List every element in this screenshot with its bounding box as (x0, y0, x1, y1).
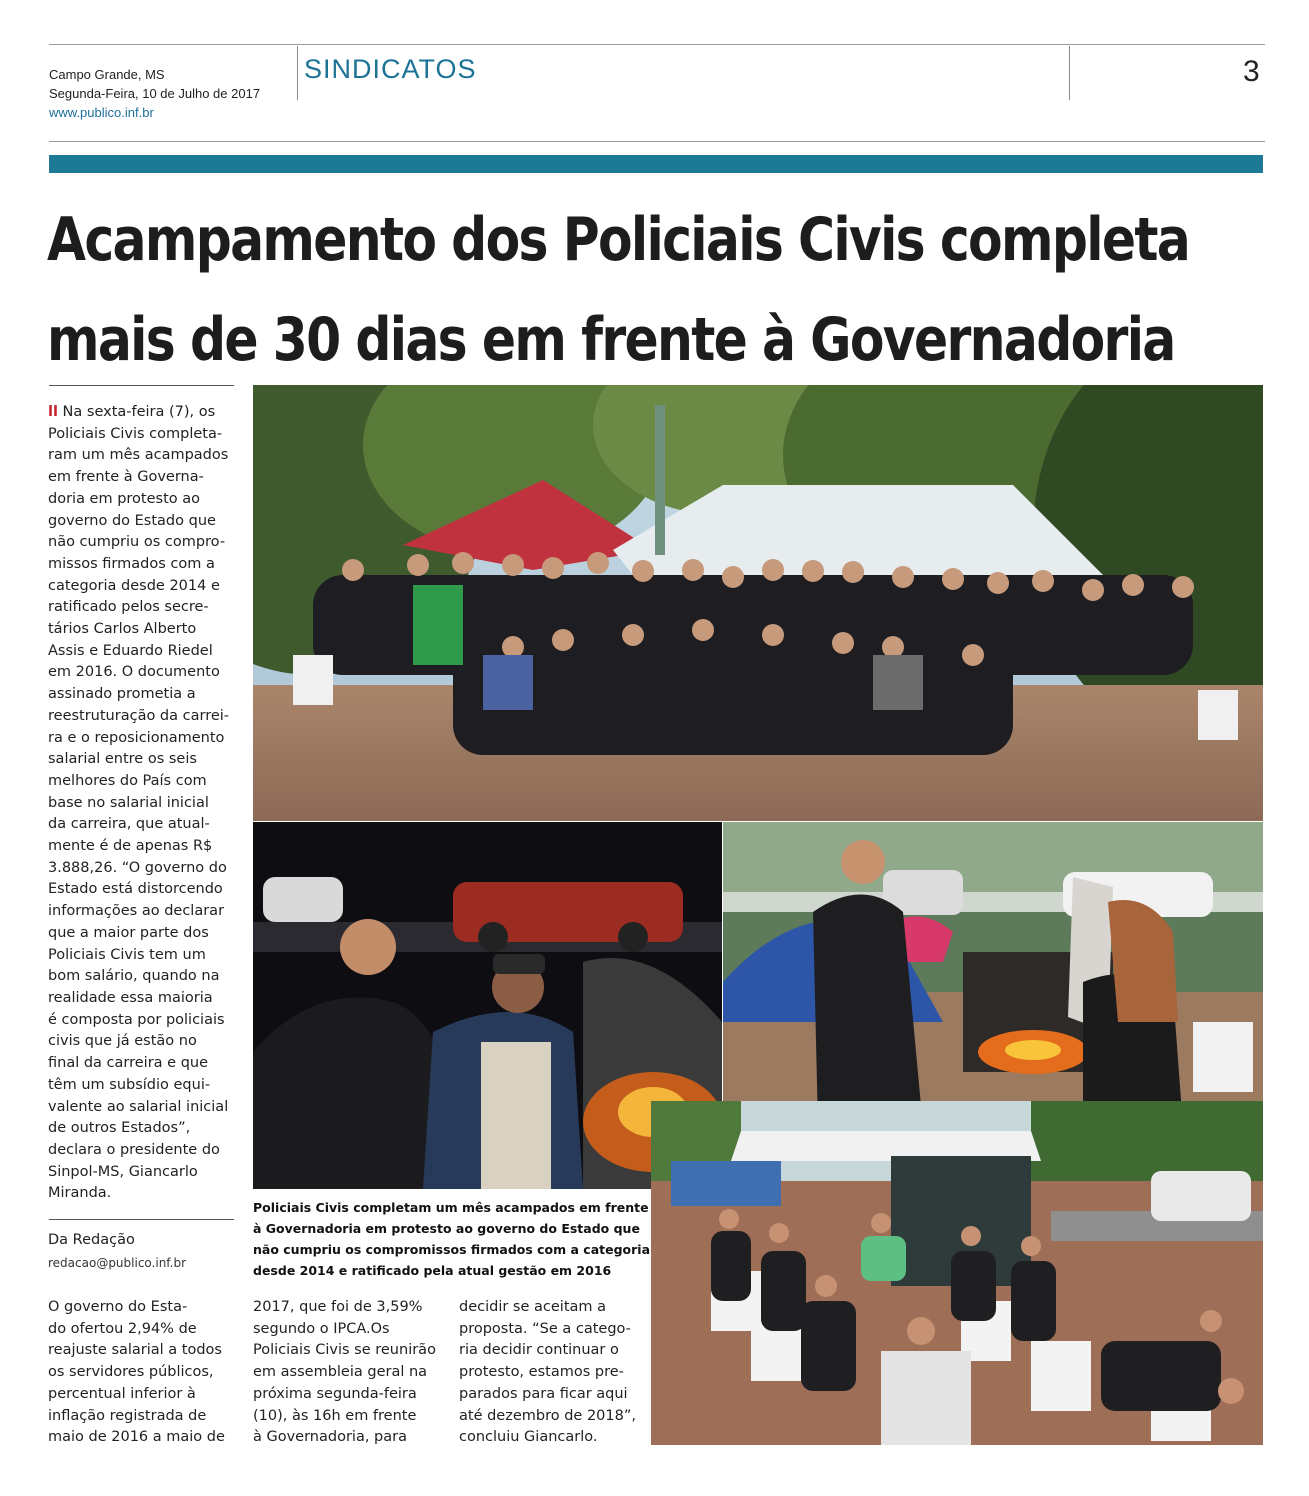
photo-caption (253, 1197, 653, 1281)
byline-rule (49, 1219, 234, 1220)
body-line: O governo do Esta- (48, 1299, 188, 1315)
body-line: que a maior parte dos (48, 924, 209, 941)
masthead-info (49, 65, 260, 122)
page-number: 3 (1243, 55, 1260, 88)
body-line: é composta por policiais (48, 1011, 225, 1028)
column-3-body (459, 1297, 649, 1449)
headline-line-2: mais de 30 dias em frente à Governadoria (47, 305, 1175, 375)
body-line: Estado está distorcendo (48, 881, 223, 898)
article-column-2 (253, 1297, 443, 1449)
body-line: decidir se aceitam a (459, 1299, 607, 1315)
body-line: não cumpriu os compro- (48, 534, 226, 551)
body-line: em 2016. O documento (48, 664, 220, 681)
masthead-divider-left (297, 46, 298, 100)
accent-bar (49, 155, 1263, 173)
caption-line: Policiais Civis completam um mês acampados em frente (253, 1200, 649, 1215)
lead-mark: ll (48, 404, 58, 420)
body-line: Policiais Civis tem um (48, 946, 206, 963)
body-line: tários Carlos Alberto (48, 621, 197, 638)
body-line: ra e o reposicionamento (48, 729, 225, 746)
masthead-bottom-rule (49, 141, 1265, 142)
byline-credit: Da Redação (48, 1232, 135, 1248)
body-line: realidade essa maioria (48, 989, 213, 1006)
body-line: valente ao salarial inicial (48, 1098, 229, 1115)
body-line: ratificado pelos secre- (48, 599, 209, 616)
body-line: bom salário, quando na (48, 968, 220, 985)
article-column-1 (48, 402, 238, 1205)
body-line: maio de 2016 a maio de (48, 1429, 225, 1446)
body-line: salarial entre os seis (48, 751, 197, 768)
group-photo (253, 385, 1263, 821)
body-line: declara o presidente do (48, 1141, 220, 1158)
body-line: Miranda. (48, 1185, 112, 1202)
body-line: doria em protesto ao (48, 490, 201, 507)
column-top-rule (49, 385, 234, 386)
body-line: à Governadoria, para (253, 1429, 407, 1446)
headline-line-1: Acampamento dos Policiais Civis completa (47, 205, 1190, 275)
body-line: em frente à Governa- (48, 469, 204, 486)
body-line: 2017, que foi de 3,59% (253, 1299, 423, 1315)
body-line: mente é de apenas R$ (48, 838, 213, 855)
body-line: reajuste salarial a todos (48, 1342, 222, 1359)
body-line: os servidores públicos, (48, 1364, 214, 1381)
body-line: Policiais Civis completa- (48, 425, 223, 442)
body-line: reestruturação da carrei- (48, 707, 230, 724)
masthead-date: Segunda-Feira, 10 de Julho de 2017 (49, 86, 261, 101)
body-line: Assis e Eduardo Riedel (48, 642, 213, 659)
body-line: civis que já estão no (48, 1033, 197, 1050)
body-line: ram um mês acampados (48, 447, 229, 464)
body-line: assinado prometia a (48, 686, 196, 703)
byline-email[interactable]: redacao@publico.inf.br (48, 1256, 187, 1270)
column-1-body (48, 424, 238, 1205)
body-line: governo do Estado que (48, 512, 216, 529)
body-line: percentual inferior à (48, 1385, 196, 1402)
body-line: concluiu Giancarlo. (459, 1429, 598, 1446)
body-line: Sinpol-MS, Giancarlo (48, 1163, 198, 1180)
body-line: 3.888,26. “O governo do (48, 859, 227, 876)
body-line: próxima segunda-feira (253, 1385, 417, 1402)
article-column-3 (459, 1297, 649, 1449)
body-line: em assembleia geral na (253, 1364, 428, 1381)
masthead-divider-right (1069, 46, 1070, 100)
caption-line: não cumpriu os compromissos firmados com a categoria (253, 1242, 651, 1257)
body-line: informações ao declarar (48, 903, 225, 920)
masthead-url[interactable]: www.publico.inf.br (49, 105, 154, 120)
body-line: Policiais Civis se reunirão (253, 1342, 436, 1359)
camp-chairs-photo (651, 1101, 1263, 1445)
body-line: parados para ficar aqui (459, 1385, 628, 1402)
body-line: até dezembro de 2018”, (459, 1407, 636, 1424)
body-line: ria decidir continuar o (459, 1342, 619, 1359)
body-line: melhores do País com (48, 772, 207, 789)
grill-photo (723, 822, 1263, 1127)
body-line: têm um subsídio equi- (48, 1076, 211, 1093)
body-line: de outros Estados”, (48, 1120, 191, 1137)
column-1b-body (48, 1297, 238, 1449)
caption-line: desde 2014 e ratificado pela atual gestão em 2016 (253, 1263, 612, 1278)
body-line: final da carreira e que (48, 1055, 209, 1072)
body-line: inflação registrada de (48, 1407, 207, 1424)
body-line: segundo o IPCA.Os (253, 1320, 390, 1337)
body-line: protesto, estamos pre- (459, 1364, 624, 1381)
section-title: SINDICATOS (304, 54, 477, 84)
body-line: base no salarial inicial (48, 794, 209, 811)
headline (47, 190, 1190, 390)
body-line: (10), às 16h em frente (253, 1407, 417, 1424)
body-line: da carreira, que atual- (48, 816, 210, 833)
body-line: categoria desde 2014 e (48, 577, 220, 594)
body-line: missos firmados com a (48, 555, 215, 572)
masthead-city: Campo Grande, MS (49, 67, 165, 82)
body-line: do ofertou 2,94% de (48, 1320, 197, 1337)
top-rule (49, 44, 1265, 45)
caption-line: à Governadoria em protesto ao governo do Estado que (253, 1221, 640, 1236)
body-line: proposta. “Se a catego- (459, 1320, 631, 1337)
article-column-1b (48, 1297, 238, 1449)
column-2-body (253, 1297, 443, 1449)
lead-line: ll Na sexta-feira (7), os (48, 404, 216, 420)
